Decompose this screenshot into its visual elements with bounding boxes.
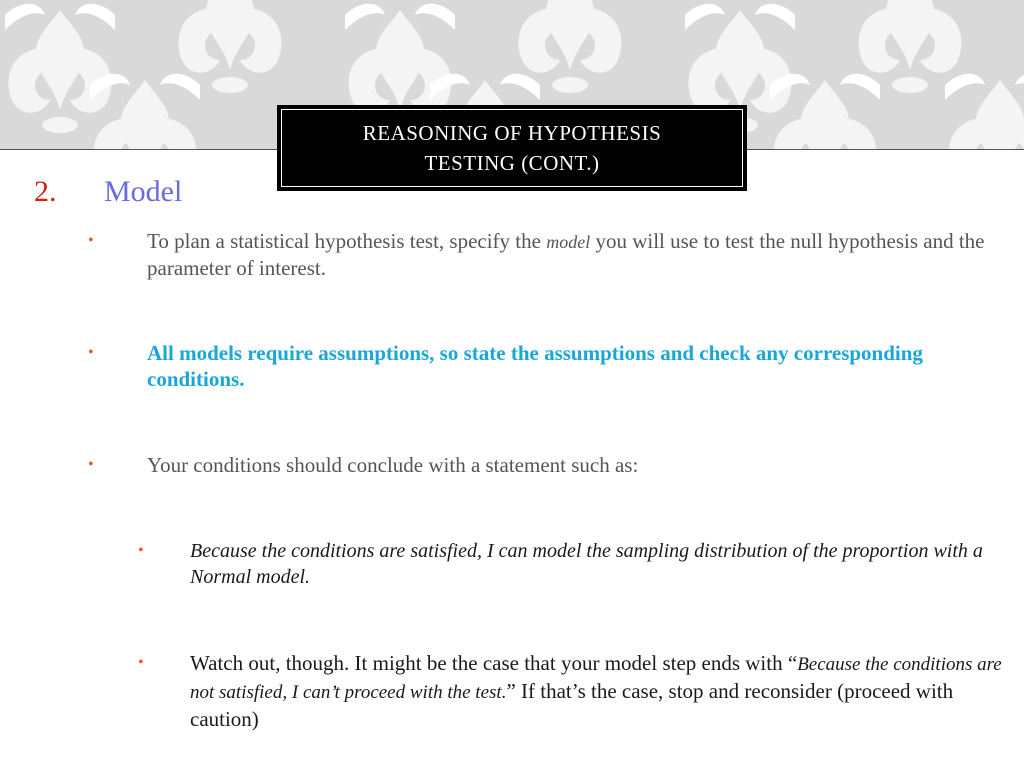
heading-label: Model (104, 175, 183, 208)
sub-bullet-text: Because the conditions are satisfied, I can model the sampling distribution of the proportion with a Normal model. (190, 540, 983, 588)
bullet-text: To plan a statistical hypothesis test, specify the model you will use to test the null hypothesis and the parameter of interest. (147, 229, 985, 280)
bullet-icon: • (138, 542, 144, 559)
bullet-icon: • (88, 456, 94, 473)
bullet-icon: • (88, 232, 94, 249)
slide-title (312, 118, 712, 178)
title-box (277, 105, 747, 191)
bullet-text: Your conditions should conclude with a statement such as: (147, 453, 639, 477)
sub-bullet-text: Watch out, though. It might be the case that your model step ends with “Because the conditions are not satisfied, I can’t proceed with the test.” If that’s the case, stop and reconsider (proceed with caution) (190, 651, 1002, 731)
bullet-text: All models require assumptions, so state the assumptions and check any corresponding conditions. (147, 341, 923, 391)
bullet-icon: • (88, 344, 94, 361)
bullet-icon: • (138, 654, 144, 671)
title-line-1: REASONING OF HYPOTHESIS (362, 121, 662, 145)
section-heading (34, 172, 182, 212)
title-frame (281, 109, 743, 187)
heading-number: 2. (34, 175, 57, 208)
title-line-2: TESTING (CONT.) (424, 151, 600, 175)
